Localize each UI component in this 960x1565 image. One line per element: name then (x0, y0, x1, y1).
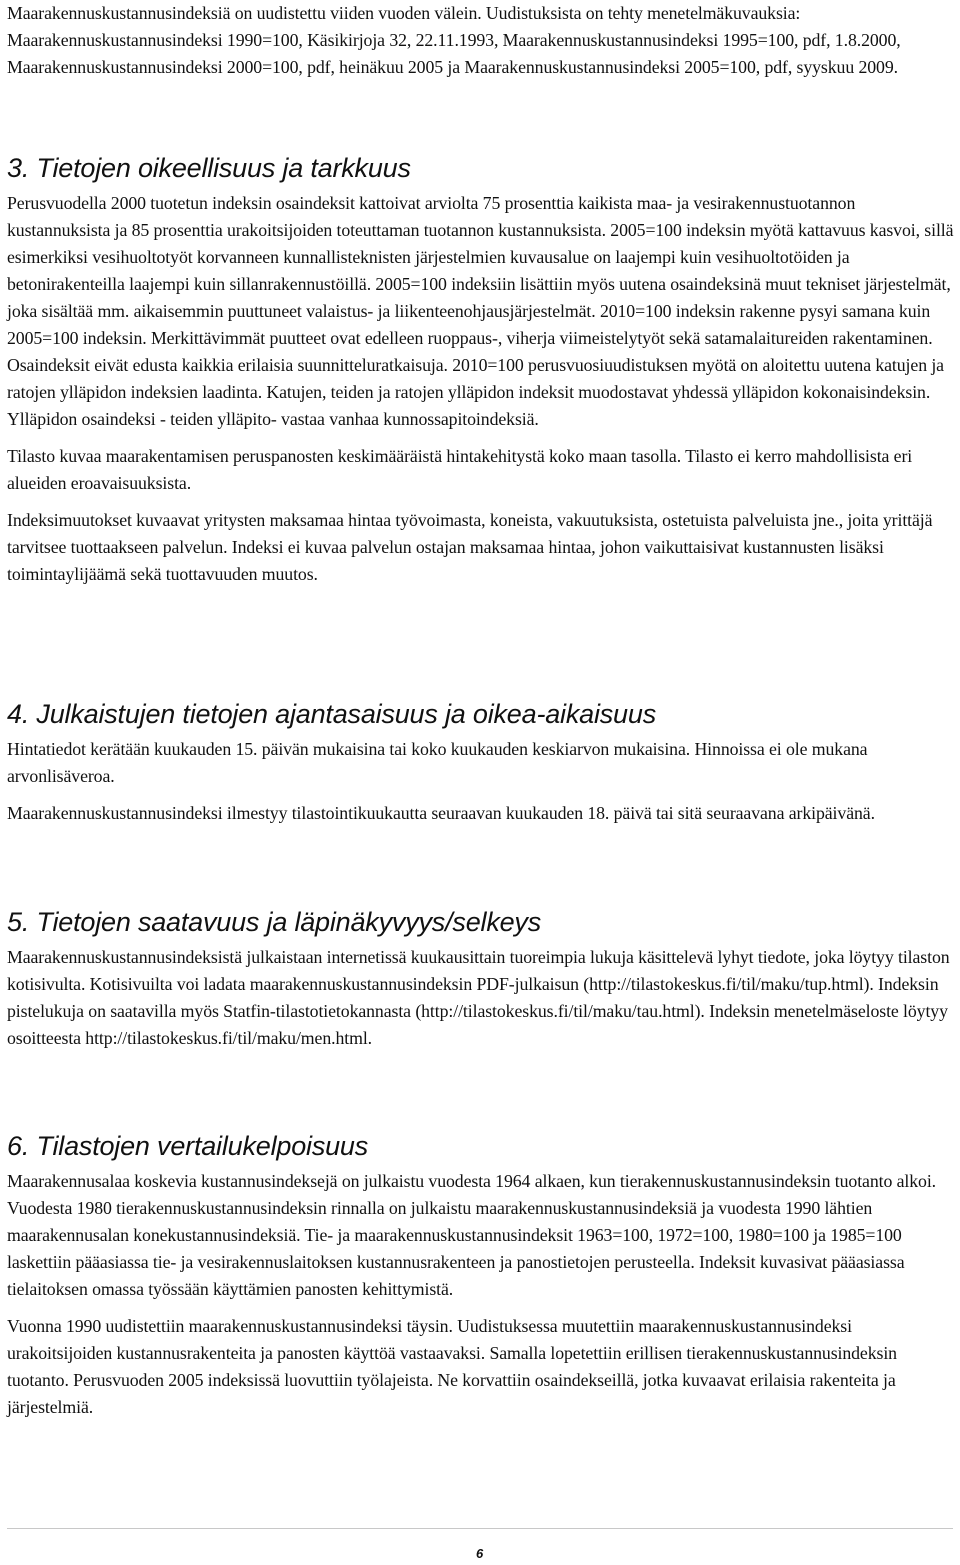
section-paragraph: Maarakennuskustannusindeksi ilmestyy tilastointikuukautta seuraavan kuukauden 18. päivä tai sitä seuraavana arkipäivänä. (7, 803, 875, 823)
section-paragraph: Maarakennusalaa koskevia kustannusindeksejä on julkaistu vuodesta 1964 alkaen, kun tierakennuskustannusindeksin tuotanto alkoi. Vuodesta 1980 tierakennuskustannusindeksin rinnalla on julkaistu maarakennuskustannusindeksiä ja vuodesta 1990 lähtien maarakennusalan konekustannusindeksiä. Tie- ja maarakennuskustannusindeksit 1963=100, 1972=100, 1980=100 ja 1985=100 laskettiin pääasiassa tie- ja vesirakennuslaitoksen kustannusrakenteen ja panostietojen perusteella. Indeksit kuvasivat pääasiassa tielaitoksen omassa työssään käyttämien panosten kehittymistä. (7, 1171, 937, 1299)
section-heading: 3. Tietojen oikeellisuus ja tarkkuus (7, 153, 411, 183)
section-timeliness (7, 698, 955, 837)
page-number: 6 (476, 1546, 484, 1561)
section-paragraph: Vuonna 1990 uudistettiin maarakennuskustannusindeksi täysin. Uudistuksessa muutettiin maarakennuskustannusindeksi urakoitsijoiden kustannusrakenteita ja panosten käyttöä vastaavaksi. Samalla lopetettiin erillisen tierakennuskustannusindeksin tuotanto. Perusvuoden 2005 indeksissä luovuttiin työlajeista. Ne korvattiin osaindekseillä, jotka kuvaavat erilaisia rakenteita ja järjestelmiä. (7, 1316, 897, 1417)
section-paragraph: Tilasto kuvaa maarakentamisen peruspanosten keskimääräistä hintakehitystä koko maan tasolla. Tilasto ei kerro mahdollisista eri alueiden eroavaisuuksista. (7, 446, 913, 493)
intro-paragraph: Maarakennuskustannusindeksiä on uudistettu viiden vuoden välein. Uudistuksista on tehty menetelmäkuvauksia: Maarakennuskustannusindeksi 1990=100, Käsikirjoja 32, 22.11.1993, Maarakennuskustannusindeksi 1995=100, pdf, 1.8.2000, Maarakennuskustannusindeksi 2000=100, pdf, heinäkuu 2005 ja Maarakennuskustannusindeksi 2005=100, pdf, syyskuu 2009. (7, 3, 901, 77)
section-accuracy (7, 152, 955, 598)
section-paragraph: Indeksimuutokset kuvaavat yritysten maksamaa hintaa työvoimasta, koneista, vakuutuksista, ostetuista palveluista jne., joita yrittäjä tarvitsee tuottaakseen palvelun. Indeksi ei kuvaa palvelun ostajan maksamaa hintaa, johon vaikuttaisivat kustannusten lisäksi toimintaylijäämä sekä tuottavuuden muutos. (7, 510, 933, 584)
page-content (7, 0, 955, 1417)
section-heading: 4. Julkaistujen tietojen ajantasaisuus ja oikea-aikaisuus (7, 699, 656, 729)
footer-divider (7, 1528, 953, 1529)
section-paragraph: Perusvuodella 2000 tuotetun indeksin osaindeksit kattoivat arviolta 75 prosenttia kaikista maa- ja vesirakennustuotannon kustannuksista ja 85 prosenttia urakoitsijoiden toteuttaman tuotannon kustannuksista. 2005=100 indeksin myötä kattavuus kasvoi, sillä esimerkiksi vesihuoltotyöt korvanneen kunnallisteknisten järjestelmien kuvausalue on laajempi kuin vesihuoltotöiden ja betonirakenteilla laajempi kuin sillanrakennustöillä. 2005=100 indeksiin lisättiin myös uutena osaindeksinä muut tekniset järjestelmät, joka sisältää mm. aikaisemmin puuttuneet valaistus- ja liikenteenohjausjärjestelmät. 2010=100 indeksin rakenne pysyi samana kuin 2005=100 indeksin. Merkittävimmät puutteet ovat edelleen ruoppaus-, viherja viimeistelytyöt sekä satamalaitureiden rakentaminen. Osaindeksit eivät edusta kaikkia erilaisia suunnitteluratkaisuja. 2010=100 perusvuosiuudistuksen myötä on aloitettu uutena katujen ja ratojen ylläpidon indeksien laadinta. Katujen, teiden ja ratojen ylläpidon indeksit muodostavat yhdessä ylläpidon kokonaisindeksin. Ylläpidon osaindeksi - teiden ylläpito- vastaa vanhaa kunnossapitoindeksiä. (7, 193, 954, 429)
section-paragraph: Hintatiedot kerätään kuukauden 15. päivän mukaisina tai koko kuukauden keskiarvon mukaisina. Hinnoissa ei ole mukana arvonlisäveroa. (7, 739, 868, 786)
section-paragraph: Maarakennuskustannusindeksistä julkaistaan internetissä kuukausittain tuoreimpia lukuja käsittelevä lyhyt tiedote, joka löytyy tilaston kotisivulta. Kotisivuilta voi ladata maarakennuskustannusindeksin PDF-julkaisun (http://tilastokeskus.fi/til/maku/tup.html). Indeksin pistelukuja on saatavilla myös Statfin-tilastotietokannasta (http://tilastokeskus.fi/til/maku/tau.html). Indeksin menetelmäseloste löytyy osoitteesta http://tilastokeskus.fi/til/maku/men.html. (7, 947, 950, 1048)
section-availability (7, 906, 955, 1062)
section-comparability (7, 1130, 955, 1431)
section-heading: 5. Tietojen saatavuus ja läpinäkyvyys/selkeys (7, 907, 542, 937)
section-heading: 6. Tilastojen vertailukelpoisuus (7, 1131, 369, 1161)
